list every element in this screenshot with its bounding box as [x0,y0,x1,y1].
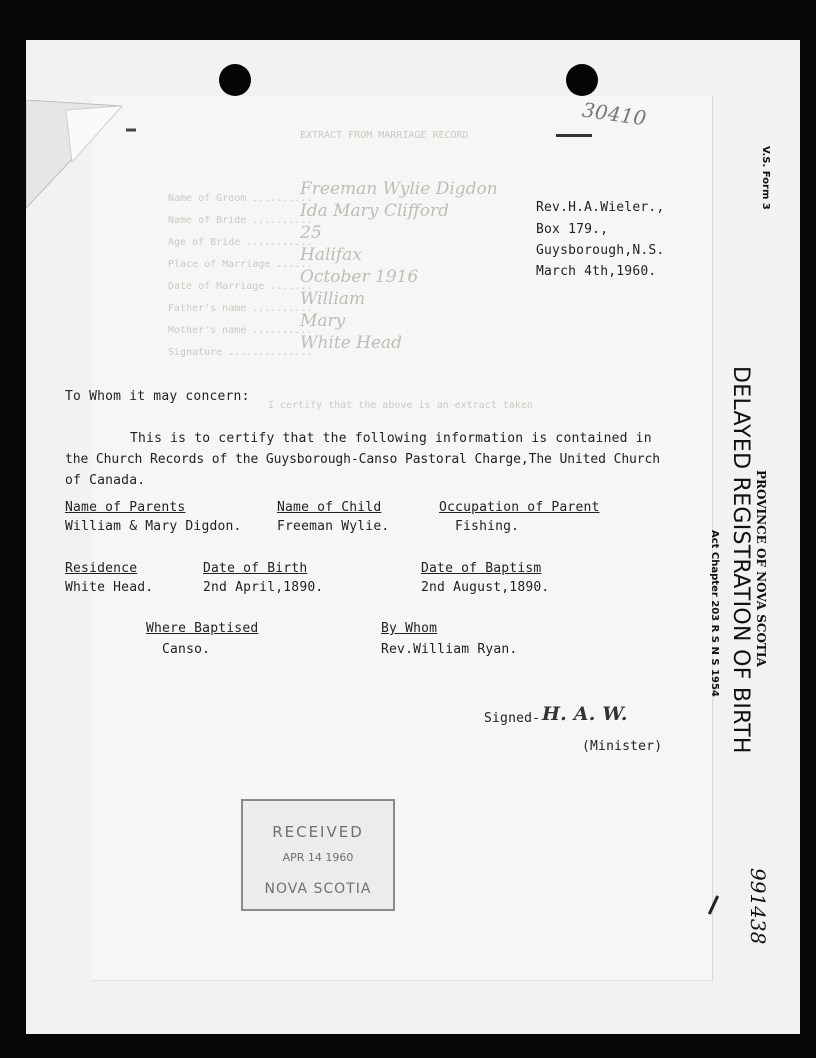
residence-value: White Head. [65,580,154,595]
sender-town: Guysborough,N.S. [536,243,665,258]
dob-value: 2nd April,1890. [203,580,324,595]
body-line-1: This is to certify that the following information is contained in [130,431,652,446]
ghost-handwriting: Freeman Wylie Digdon Ida Mary Clifford 25 Halifax October 1916 William Mary White Head [300,179,498,353]
by-whom-value: Rev.William Ryan. [381,642,518,657]
punch-hole-right [566,64,598,96]
residence-label: Residence [65,561,138,576]
parents-value: William & Mary Digdon. [65,519,242,534]
act-reference: Act Chapter 203 R S N S 1954 [709,530,720,697]
handwritten-signature: H. A. W. [542,703,628,725]
ghost-form-labels: Name of Groom .......... Name of Bride .......... Age of Bride ........... Place of Marriage ...... Date of Marriage ....... Father's name .......... Mother's name .......... Signature .............. [168,193,313,358]
document-title: DELAYED REGISTRATION OF BIRTH [728,366,753,754]
occupation-value: Fishing. [455,519,520,534]
stamp-line-3: NOVA SCOTIA [264,881,372,897]
sender-name: Rev.H.A.Wieler., [536,200,665,215]
occupation-label: Occupation of Parent [439,500,600,515]
province-label: PROVINCE OF NOVA SCOTIA [754,470,768,667]
salutation: To Whom it may concern: [65,389,250,404]
body-line-3: of Canada. [65,473,146,488]
sender-date: March 4th,1960. [536,264,657,279]
baptism-label: Date of Baptism [421,561,542,576]
where-baptised-value: Canso. [162,642,211,657]
form-number: V.S. Form 3 [760,146,771,210]
stamp-line-1: RECEIVED [272,823,364,841]
sender-box: Box 179., [536,222,609,237]
signer-title: (Minister) [582,739,663,754]
punch-hole-left [219,64,251,96]
top-dash-mark [556,134,592,137]
file-number-side: 991438 [746,868,770,945]
signed-label: Signed- [484,711,541,726]
baptism-value: 2nd August,1890. [421,580,550,595]
received-stamp [241,799,395,911]
by-whom-label: By Whom [381,621,438,636]
ghost-certify-line: I certify that the above is an extract taken [268,400,533,411]
ghost-form-heading: EXTRACT FROM MARRIAGE RECORD [300,130,469,141]
body-line-2: the Church Records of the Guysborough-Canso Pastoral Charge,The United Church [65,452,660,467]
child-label: Name of Child [277,500,382,515]
where-baptised-label: Where Baptised [146,621,259,636]
stamp-line-2: APR 14 1960 [282,851,354,864]
parents-label: Name of Parents [65,500,186,515]
folded-corner [26,100,136,220]
file-number-top: 30410 [580,97,648,131]
child-value: Freeman Wylie. [277,519,390,534]
dob-label: Date of Birth [203,561,308,576]
